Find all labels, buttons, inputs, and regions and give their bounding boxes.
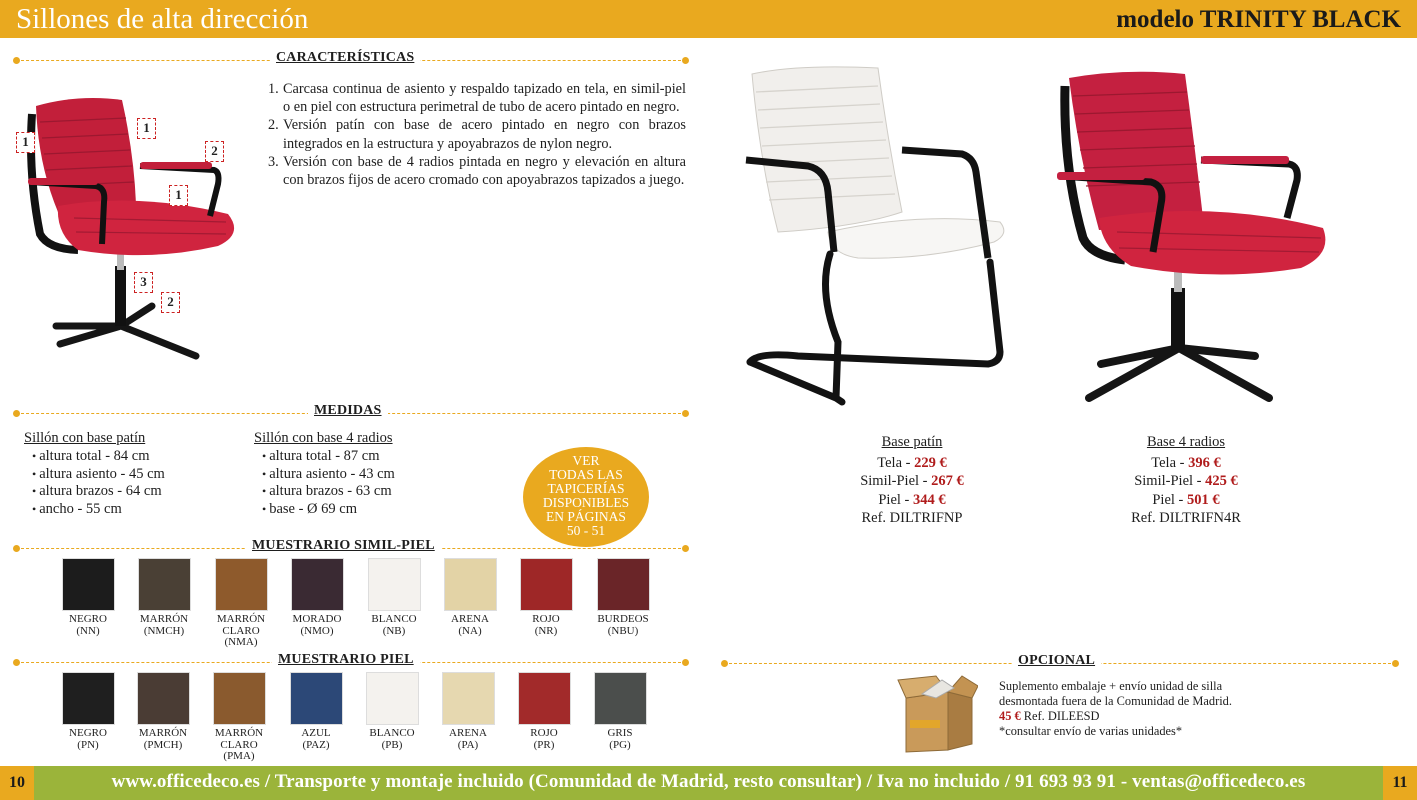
swatch-code: (NA) (458, 624, 482, 637)
swatch-color (520, 558, 573, 611)
swatch-name: ARENA (449, 727, 487, 739)
swatch (281, 672, 351, 751)
swatch-color (518, 672, 571, 725)
swatch (509, 672, 579, 751)
shipping-box-icon (892, 672, 978, 754)
swatch-code: (PA) (457, 738, 479, 751)
model-name: modelo TRINITY BLACK (1116, 6, 1401, 33)
swatch-name: MORADO (292, 613, 342, 625)
medidas-4-radios (254, 430, 484, 518)
medida-item: • altura total - 84 cm (32, 448, 244, 466)
swatch-color (594, 672, 647, 725)
swatch-name: BURDEOS (597, 613, 649, 625)
swatch-code: (PN) (77, 738, 99, 751)
swatch-code: (NMA) (224, 636, 258, 648)
swatch-code: (NB) (382, 624, 406, 637)
header-bar (0, 0, 1417, 38)
swatch-name: MARRÓN CLARO (216, 613, 266, 637)
section-caracteristicas (16, 50, 686, 67)
price-simil: Simil-Piel - 425 € (1134, 473, 1238, 489)
swatch-code: (NR) (534, 624, 558, 637)
swatch-color (444, 558, 497, 611)
swatch-color (442, 672, 495, 725)
swatch-code: (PMA) (223, 750, 255, 762)
swatch-color (62, 558, 115, 611)
section-heading: MEDIDAS (308, 403, 388, 419)
swatch-name: ROJO (532, 613, 560, 625)
callout-1-top: 1 (137, 118, 156, 139)
callout-3-column: 3 (134, 272, 153, 293)
price-block-patin (812, 433, 1012, 528)
swatch-code: (NBU) (607, 624, 639, 637)
section-heading: MUESTRARIO SIMIL-PIEL (246, 538, 441, 554)
price-title: Base patín (881, 434, 943, 450)
medida-item: • altura asiento - 45 cm (32, 466, 244, 484)
swatch-color (213, 672, 266, 725)
swatch-name: MARRÓN (138, 727, 188, 739)
medida-item: • base - Ø 69 cm (262, 501, 484, 519)
swatch (204, 672, 274, 763)
feature-item: 3. Versión con base de 4 radios pintada en negro y elevación en altura con brazos fijos de acero cromado con apoyabrazos tapizados a juego. (268, 153, 686, 189)
swatch (53, 672, 123, 751)
medida-item: • altura total - 87 cm (262, 448, 484, 466)
medida-item: • altura asiento - 43 cm (262, 466, 484, 484)
price-tela: Tela - 396 € (1151, 454, 1221, 471)
swatch (359, 558, 429, 637)
chair-red-4-radios (1055, 68, 1335, 404)
callout-1-back: 1 (16, 132, 35, 153)
swatch-name: GRIS (607, 727, 633, 739)
section-heading: OPCIONAL (1012, 653, 1101, 669)
price-title: Base 4 radios (1146, 434, 1226, 450)
swatch-name: ROJO (530, 727, 558, 739)
price-piel: Piel - 501 € (1152, 491, 1220, 508)
medida-item: • ancho - 55 cm (32, 501, 244, 519)
medidas-patin-title: Sillón con base patín (24, 430, 146, 446)
swatch-name: ARENA (451, 613, 489, 625)
features-list (268, 80, 686, 189)
swatch (433, 672, 503, 751)
feature-item: 1. Carcasa continua de asiento y respaldo tapizado en tela, en simil-piel o en piel con estructura perimetral de tubo de acero pintado en negro. (268, 81, 686, 116)
section-medidas (16, 403, 686, 420)
swatch-code: (NMCH) (143, 624, 185, 637)
footer-bar (0, 766, 1417, 800)
callout-1-seat: 1 (169, 185, 188, 206)
page-title: Sillones de alta dirección (16, 3, 309, 35)
swatch-color (137, 672, 190, 725)
swatch-code: (NN) (76, 624, 100, 637)
swatch (129, 558, 199, 637)
swatch (435, 558, 505, 637)
swatch (585, 672, 655, 751)
swatch (282, 558, 352, 637)
swatch-color (291, 558, 344, 611)
swatch (588, 558, 658, 637)
chair-red-4-radios-small (18, 94, 248, 364)
price-ref: Ref. DILTRIFNP (861, 510, 963, 526)
swatch-color (366, 672, 419, 725)
chair-white-patin (738, 62, 1018, 406)
swatch-color (138, 558, 191, 611)
price-ref: Ref. DILTRIFN4R (1131, 510, 1241, 526)
price-simil: Simil-Piel - 267 € (860, 473, 964, 489)
medida-item: • altura brazos - 63 cm (262, 483, 484, 501)
swatch-color (290, 672, 343, 725)
opcional-text: Suplemento embalaje + envío unidad de silla desmontada fuera de la Comunidad de Madrid. 45 € Ref. DILEESD *consultar envío de varias unidades* (999, 679, 1232, 738)
swatch (128, 672, 198, 751)
swatch-code: (PB) (381, 738, 403, 751)
section-opcional (724, 653, 1396, 670)
swatch-name: MARRÓN (139, 613, 189, 625)
feature-item: 2. Versión patín con base de acero pintado en negro con brazos integrados en la estructura y apoyabrazos de nylon negro. (268, 117, 686, 152)
medida-item: • altura brazos - 64 cm (32, 483, 244, 501)
swatch-color (215, 558, 268, 611)
swatch-name: BLANCO (371, 613, 417, 625)
swatch-name: NEGRO (69, 613, 107, 625)
swatch-name: AZUL (301, 727, 331, 739)
section-muestrario-piel (16, 652, 686, 669)
price-piel: Piel - 344 € (878, 491, 946, 508)
swatch-code: (PR) (533, 738, 555, 751)
swatch-color (368, 558, 421, 611)
swatch-color (597, 558, 650, 611)
swatch-color (62, 672, 115, 725)
swatch (511, 558, 581, 637)
section-heading: MUESTRARIO PIEL (272, 652, 420, 668)
swatch-name: BLANCO (369, 727, 415, 739)
page-number-right: 11 (1383, 766, 1417, 800)
callout-2-arm: 2 (205, 141, 224, 162)
ver-tapicerias-badge: VER TODAS LAS TAPICERÍAS DISPONIBLES EN PÁGINAS 50 - 51 (523, 447, 649, 547)
callout-2-base: 2 (161, 292, 180, 313)
swatch-name: MARRÓN CLARO (214, 727, 264, 751)
swatch (357, 672, 427, 751)
page-number-left: 10 (0, 766, 34, 800)
swatch-code: (PMCH) (143, 738, 183, 751)
swatch-code: (PAZ) (302, 738, 330, 751)
swatch-name: NEGRO (69, 727, 107, 739)
medidas-radios-title: Sillón con base 4 radios (254, 430, 393, 446)
swatch (53, 558, 123, 637)
swatch-code: (PG) (609, 738, 631, 751)
swatch (206, 558, 276, 649)
price-block-4-radios (1086, 433, 1286, 528)
price-tela: Tela - 229 € (877, 454, 947, 471)
section-heading: CARACTERÍSTICAS (270, 50, 420, 66)
section-muestrario-simil (16, 538, 686, 555)
footer-text: www.officedeco.es / Transporte y montaje incluido (Comunidad de Madrid, resto consultar) / Iva no incluido / 91 693 93 91 - ventas@officedeco.es (111, 771, 1306, 792)
swatch-code: (NMO) (300, 624, 334, 637)
medidas-patin (24, 430, 244, 518)
